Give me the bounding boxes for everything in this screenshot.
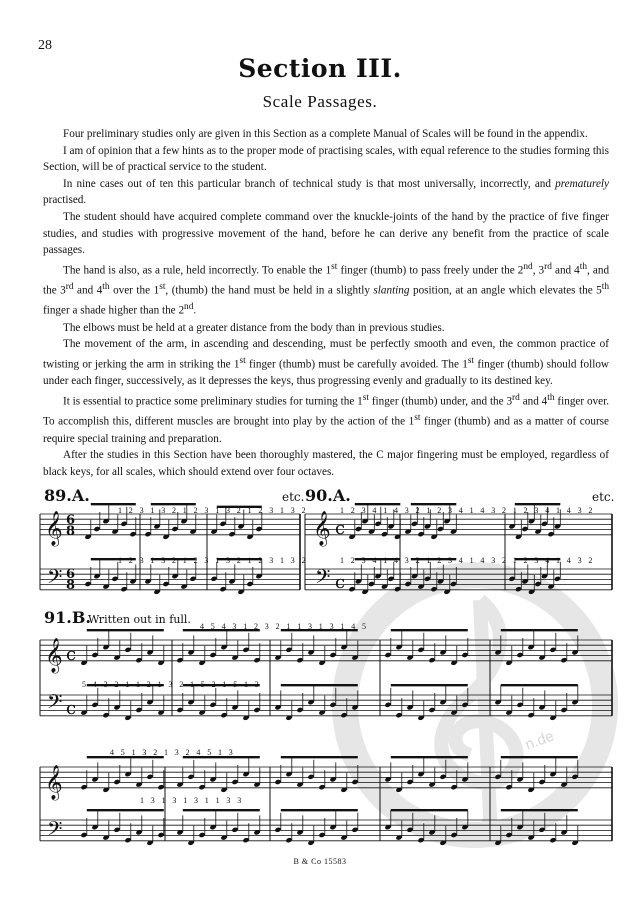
etc-89: etc. xyxy=(282,490,305,504)
paragraph-2: I am of opinion that a few hints as to the proper mode of practising scales, with equal reference to the studies forming this Section, will be of practical service to the student. xyxy=(43,144,609,174)
paragraph-1: Four preliminary studies only are given in this Section as a complete Manual of Scales will be found in the appendix. xyxy=(63,128,588,140)
fingering-91-row2-treble: 4 5 1 3 2 1 3 2 4 5 1 3 xyxy=(110,748,236,757)
common-time-90-bass: c xyxy=(335,572,346,593)
common-time-91-treble: c xyxy=(66,644,77,665)
treble-clef-icon: 𝄞 xyxy=(45,638,63,673)
page-number: 28 xyxy=(38,38,52,53)
fingering-91-row2-bass: 1 3 1 3 1 3 1 1 3 3 xyxy=(140,796,244,805)
bass-clef-icon: 𝄢 xyxy=(47,690,63,718)
bass-clef-icon: 𝄢 xyxy=(47,817,63,845)
paragraph-3: In nine cases out of ten this particular branch of technical study is that most universally, incorrectly, and prematurely practised. xyxy=(43,177,609,207)
time-sig-num-bass: 6 xyxy=(66,567,76,582)
plate-number: B & Co 15583 xyxy=(293,857,347,866)
fingering-91-treble: 4 5 4 3 1 2 3 2 1 1 3 1 3 1 4 5 xyxy=(200,622,369,631)
etc-90: etc. xyxy=(592,490,615,504)
time-sig-den-treble: 8 xyxy=(66,524,76,539)
bass-clef-icon: 𝄢 xyxy=(315,565,331,593)
time-sig-num-treble: 6 xyxy=(66,513,76,528)
example-91-label: 91.B. xyxy=(44,608,91,627)
paragraph-5: The hand is also, as a rule, held incorrectly. To enable the 1st finger (thumb) to pass freely under the 2nd, 3rd and 4th, and the 3rd and 4th over the 1st, (thumb) the hand must be held in a slightly slanting position, at an angle which elevates the 5th finger a shade higher than the 2nd. xyxy=(43,261,610,318)
treble-clef-icon: 𝄞 xyxy=(45,511,63,546)
example-91-note: Written out in full. xyxy=(88,613,191,626)
time-sig-den-bass: 8 xyxy=(66,578,76,593)
watermark-text: n.de xyxy=(522,727,557,754)
fingering-89-bass: 1 2 3 1 3 2 1 2 3 1 3 2 1 2 3 1 3 2 xyxy=(118,556,308,565)
section-title: Section III. xyxy=(238,54,402,83)
fingering-89-treble: 1 2 3 1 3 2 1 2 3 1 3 2 1 2 3 1 3 2 xyxy=(118,506,308,515)
paragraph-4: The student should have acquired complete command over the knuckle-joints of the hand by the practice of five finger studies, and studies with progressive movement of the hand, before he can derive any benefit from the practice of scale passages. xyxy=(43,210,609,257)
treble-clef-icon: 𝄞 xyxy=(45,765,63,800)
treble-clef-icon: 𝄞 xyxy=(313,511,331,546)
common-time-91-bass: c xyxy=(66,698,77,719)
fingering-90-treble: 1 2 3 4 1 4 3 2 1 2 3 4 1 4 3 2 1 2 3 4 1 4 3 2 xyxy=(340,506,595,515)
example-89-label: 89.A. xyxy=(44,486,90,505)
paragraph-8: It is essential to practice some preliminary studies for turning the 1st finger (thumb) under, and the 3rd and 4th finger over. To accomplish this, different muscles are brought into play by the action of the 1st finger (thumb) and as a matter of course require special training and preparation. xyxy=(43,392,610,445)
example-90-label: 90.A. xyxy=(305,486,351,505)
fingering-91-bass: 5 4 3 2 1 1 2 1 3 2 1 5 2 1 5 1 3 xyxy=(82,680,262,689)
fingering-90-bass: 1 2 3 4 1 4 3 2 1 2 3 4 1 4 3 2 1 2 3 4 1 4 3 2 xyxy=(340,556,595,565)
paragraph-9: After the studies in this Section have been thoroughly mastered, the C major fingering must be employed, regardless of black keys, for all scales, which should extend over four octaves. xyxy=(43,449,609,478)
paragraph-6: The elbows must be held at a greater distance from the body than in previous studies. xyxy=(63,321,445,334)
common-time-90-treble: c xyxy=(335,518,346,539)
bass-clef-icon: 𝄢 xyxy=(47,565,63,593)
section-subtitle: Scale Passages. xyxy=(262,92,378,111)
paragraph-7: The movement of the arm, in ascending and descending, must be perfectly smooth and even, the common practice of twisting or jerking the arm in striking the 1st finger (thumb) must be carefully avoided. The 1st finger (thumb) should follow under each finger, successively, as it depresses the keys, thus progressing evenly and gradually to its destined key. xyxy=(43,338,609,388)
